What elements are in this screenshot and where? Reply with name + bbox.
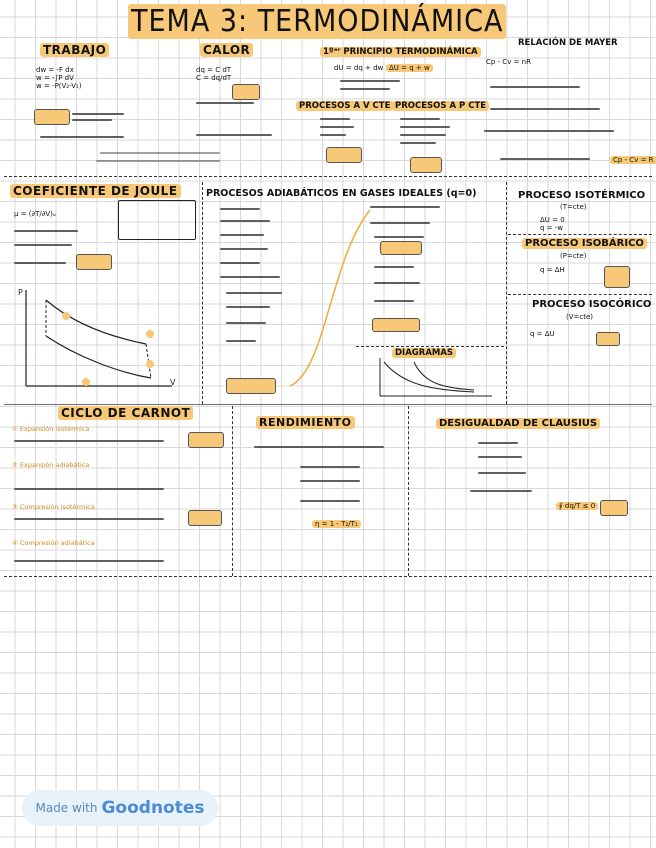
handwriting-line xyxy=(340,80,400,82)
handwriting-line xyxy=(14,440,164,442)
handwriting-line xyxy=(320,118,350,120)
carnot-box xyxy=(188,510,222,526)
isobarico-box xyxy=(604,266,630,288)
handwriting-line xyxy=(374,282,420,284)
isocorico-sub: (V=cte) xyxy=(566,313,594,321)
adiabatic-arrow-curve xyxy=(286,200,376,390)
handwriting-line xyxy=(400,134,446,136)
handwriting-line xyxy=(72,119,112,121)
handwriting-line xyxy=(96,160,220,162)
calor-highlight xyxy=(232,84,260,100)
heading-clausius: DESIGUALDAD DE CLAUSIUS xyxy=(436,418,600,429)
handwriting-line xyxy=(470,490,532,492)
handwriting-line xyxy=(220,262,260,264)
carnot-step-3: ③ Compresión isotérmica xyxy=(12,503,95,511)
handwriting-line xyxy=(40,136,124,138)
handwriting-line xyxy=(500,158,590,160)
isotermico-sub: (T=cte) xyxy=(560,203,587,211)
divider xyxy=(356,346,504,347)
handwriting-line xyxy=(72,113,124,115)
divider xyxy=(4,404,652,405)
isocorico-formula: q = ΔU xyxy=(530,330,555,338)
handwriting-line xyxy=(490,108,600,110)
handwriting-line xyxy=(300,466,360,468)
procesos-p-box xyxy=(410,157,442,173)
isobarico-formula: q = ΔH xyxy=(540,266,565,274)
handwriting-line xyxy=(478,442,518,444)
diagramas-sketch xyxy=(374,356,494,398)
handwriting-line xyxy=(14,230,78,232)
handwriting-line xyxy=(478,456,522,458)
joule-highlight xyxy=(76,254,112,270)
heading-relacion-mayer: RELACIÓN DE MAYER xyxy=(518,38,618,48)
heading-calor: CALOR xyxy=(200,43,253,57)
handwriting-line xyxy=(400,118,440,120)
handwriting-line xyxy=(220,276,280,278)
handwriting-line xyxy=(400,126,450,128)
handwriting-line xyxy=(100,152,220,154)
heading-trabajo: TRABAJO xyxy=(40,43,109,57)
axis-label-p: P xyxy=(18,288,23,297)
state-marker xyxy=(62,312,70,320)
adiabatic-box xyxy=(380,241,422,255)
handwriting-line xyxy=(374,300,414,302)
handwriting-line xyxy=(400,142,436,144)
carnot-box xyxy=(188,432,224,448)
primer-box: ΔU = q + w xyxy=(386,64,433,72)
handwriting-line xyxy=(226,292,282,294)
handwriting-line xyxy=(220,220,270,222)
joule-box xyxy=(118,200,196,240)
axis-label-v: V xyxy=(170,378,176,387)
divider xyxy=(4,576,652,577)
handwriting-line xyxy=(226,340,256,342)
goodnotes-badge[interactable] xyxy=(22,790,218,826)
clausius-box-2 xyxy=(600,500,628,516)
divider xyxy=(508,294,652,295)
heading-adiabaticos: PROCESOS ADIABÁTICOS EN GASES IDEALES (q=0) xyxy=(206,188,477,199)
divider xyxy=(408,406,409,576)
heading-procesos-v: PROCESOS A V CTE xyxy=(296,101,393,111)
handwriting-line xyxy=(220,208,260,210)
divider xyxy=(202,182,203,404)
handwriting-line xyxy=(196,102,254,104)
mayer-box: Cp - Cv = R xyxy=(610,156,656,164)
heading-procesos-p: PROCESOS A P CTE xyxy=(392,101,489,111)
isotherm-cold xyxy=(46,336,151,378)
rendimiento-box: η = 1 - T₂/T₁ xyxy=(312,520,361,528)
trabajo-highlight xyxy=(34,109,70,125)
divider xyxy=(508,234,652,235)
handwriting-line xyxy=(14,244,72,246)
adiabatic-box xyxy=(372,318,420,332)
isobarico-sub: (P=cte) xyxy=(560,252,587,260)
handwriting-line xyxy=(254,446,384,448)
isotherm-hot xyxy=(46,300,146,344)
handwriting-line xyxy=(226,306,270,308)
handwriting-line xyxy=(370,206,440,208)
heading-primer-principio: 1ºᵉʳ PRINCIPIO TERMODINÁMICA xyxy=(320,47,481,57)
calor-formulas: dq = C dT C = dq/dT xyxy=(196,66,232,83)
state-marker xyxy=(146,360,154,368)
heading-isobarico: PROCESO ISOBÁRICO xyxy=(522,238,647,249)
heading-diagramas: DIAGRAMAS xyxy=(392,348,456,358)
heading-rendimiento: RENDIMIENTO xyxy=(256,416,355,429)
badge-made-with: Made with xyxy=(35,801,98,815)
handwriting-line xyxy=(374,266,414,268)
handwriting-line xyxy=(320,134,346,136)
carnot-step-2: ② Expansión adiabática xyxy=(12,461,90,469)
heading-carnot: CICLO DE CARNOT xyxy=(58,406,193,420)
page-title: TEMA 3: TERMODINÁMICA xyxy=(128,4,506,39)
mayer-formula: Cp - Cv = nR xyxy=(486,58,531,66)
handwriting-line xyxy=(220,248,268,250)
clausius-box: ∮ dq/T ≤ 0 xyxy=(556,502,598,510)
carnot-step-4: ④ Compresión adiabática xyxy=(12,539,95,547)
state-marker xyxy=(146,330,154,338)
procesos-v-box xyxy=(326,147,362,163)
handwriting-line xyxy=(490,86,580,88)
primer-formula: dU = dq + dw xyxy=(334,64,384,72)
carnot-pv-diagram xyxy=(16,286,176,394)
handwriting-line xyxy=(14,560,164,562)
handwriting-line xyxy=(320,126,354,128)
handwriting-line xyxy=(484,130,614,132)
handwriting-line xyxy=(478,472,526,474)
heading-isotermico: PROCESO ISOTÉRMICO xyxy=(518,190,646,201)
badge-brand: Goodnotes xyxy=(101,798,205,818)
joule-formula: μ = (∂T/∂V)ᵤ xyxy=(14,210,56,218)
handwriting-line xyxy=(14,518,164,520)
divider xyxy=(4,176,652,177)
handwriting-line xyxy=(300,500,360,502)
handwriting-line xyxy=(370,222,430,224)
isotermico-formulas: ΔU = 0 q = -w xyxy=(540,216,565,233)
handwriting-line xyxy=(14,488,164,490)
handwriting-line xyxy=(300,480,360,482)
heading-coeficiente-joule: COEFICIENTE DE JOULE xyxy=(10,184,181,198)
adiabatic-result-box xyxy=(226,378,276,394)
handwriting-line xyxy=(196,134,272,136)
handwriting-line xyxy=(14,262,66,264)
divider xyxy=(506,182,507,404)
carnot-step-1: ① Expansión isotérmica xyxy=(12,425,90,433)
handwriting-line xyxy=(226,322,266,324)
isocorico-box xyxy=(596,332,620,346)
handwriting-line xyxy=(340,88,390,90)
state-marker xyxy=(82,378,90,386)
heading-isocorico: PROCESO ISOCÓRICO xyxy=(532,299,652,310)
handwriting-line xyxy=(220,234,264,236)
handwriting-line xyxy=(374,236,424,238)
trabajo-formulas: dw = -F dx w = -∫P dV w = -P(V₂-V₁) xyxy=(36,66,82,91)
divider xyxy=(232,406,233,576)
